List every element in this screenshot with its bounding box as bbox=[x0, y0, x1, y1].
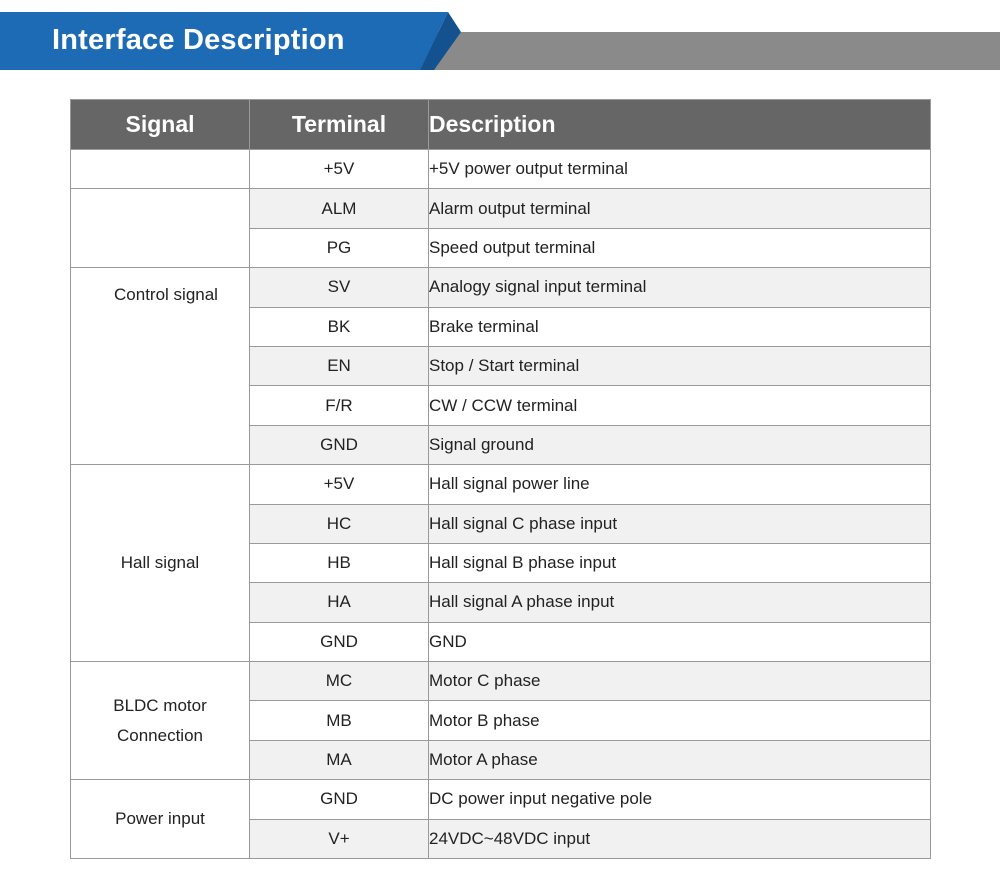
terminal-cell: SV bbox=[250, 268, 429, 307]
terminal-cell: GND bbox=[250, 780, 429, 819]
description-cell: Hall signal C phase input bbox=[429, 504, 931, 543]
terminal-cell: F/R bbox=[250, 386, 429, 425]
description-cell: Alarm output terminal bbox=[429, 189, 931, 228]
terminal-cell: +5V bbox=[250, 465, 429, 504]
description-cell: +5V power output terminal bbox=[429, 150, 931, 189]
description-cell: DC power input negative pole bbox=[429, 780, 931, 819]
signal-group-cell: Power input bbox=[71, 780, 250, 859]
description-cell: Motor C phase bbox=[429, 662, 931, 701]
terminal-cell: PG bbox=[250, 228, 429, 267]
table-row bbox=[71, 662, 931, 701]
table-row bbox=[71, 465, 931, 504]
terminal-cell: MB bbox=[250, 701, 429, 740]
terminal-cell: HA bbox=[250, 583, 429, 622]
signal-group-cell: BLDC motor Connection bbox=[71, 662, 250, 780]
description-cell: Motor A phase bbox=[429, 740, 931, 779]
table-header-row bbox=[71, 100, 931, 150]
column-header-description: Description bbox=[429, 100, 931, 150]
terminal-cell: HB bbox=[250, 543, 429, 582]
table-row bbox=[71, 780, 931, 819]
interface-table bbox=[70, 99, 931, 859]
description-cell: Stop / Start terminal bbox=[429, 346, 931, 385]
description-cell: Brake terminal bbox=[429, 307, 931, 346]
section-title: Interface Description bbox=[52, 24, 345, 56]
description-cell: GND bbox=[429, 622, 931, 661]
section-header bbox=[0, 0, 1000, 80]
column-header-terminal: Terminal bbox=[250, 100, 429, 150]
terminal-cell: GND bbox=[250, 425, 429, 464]
terminal-cell: GND bbox=[250, 622, 429, 661]
signal-group-cell: Control signal bbox=[71, 268, 250, 465]
description-cell: Hall signal B phase input bbox=[429, 543, 931, 582]
terminal-cell: ALM bbox=[250, 189, 429, 228]
signal-group-cell bbox=[71, 150, 250, 189]
terminal-cell: BK bbox=[250, 307, 429, 346]
terminal-cell: EN bbox=[250, 346, 429, 385]
table-row bbox=[71, 150, 931, 189]
terminal-cell: HC bbox=[250, 504, 429, 543]
description-cell: Motor B phase bbox=[429, 701, 931, 740]
table-row bbox=[71, 189, 931, 228]
table-row bbox=[71, 268, 931, 307]
terminal-cell: MC bbox=[250, 662, 429, 701]
description-cell: Signal ground bbox=[429, 425, 931, 464]
description-cell: Analogy signal input terminal bbox=[429, 268, 931, 307]
description-cell: CW / CCW terminal bbox=[429, 386, 931, 425]
signal-group-cell bbox=[71, 189, 250, 268]
signal-group-cell: Hall signal bbox=[71, 465, 250, 662]
terminal-cell: V+ bbox=[250, 819, 429, 858]
terminal-cell: MA bbox=[250, 740, 429, 779]
description-cell: 24VDC~48VDC input bbox=[429, 819, 931, 858]
column-header-signal: Signal bbox=[71, 100, 250, 150]
terminal-cell: +5V bbox=[250, 150, 429, 189]
description-cell: Hall signal power line bbox=[429, 465, 931, 504]
table-body bbox=[71, 150, 931, 859]
description-cell: Hall signal A phase input bbox=[429, 583, 931, 622]
description-cell: Speed output terminal bbox=[429, 228, 931, 267]
